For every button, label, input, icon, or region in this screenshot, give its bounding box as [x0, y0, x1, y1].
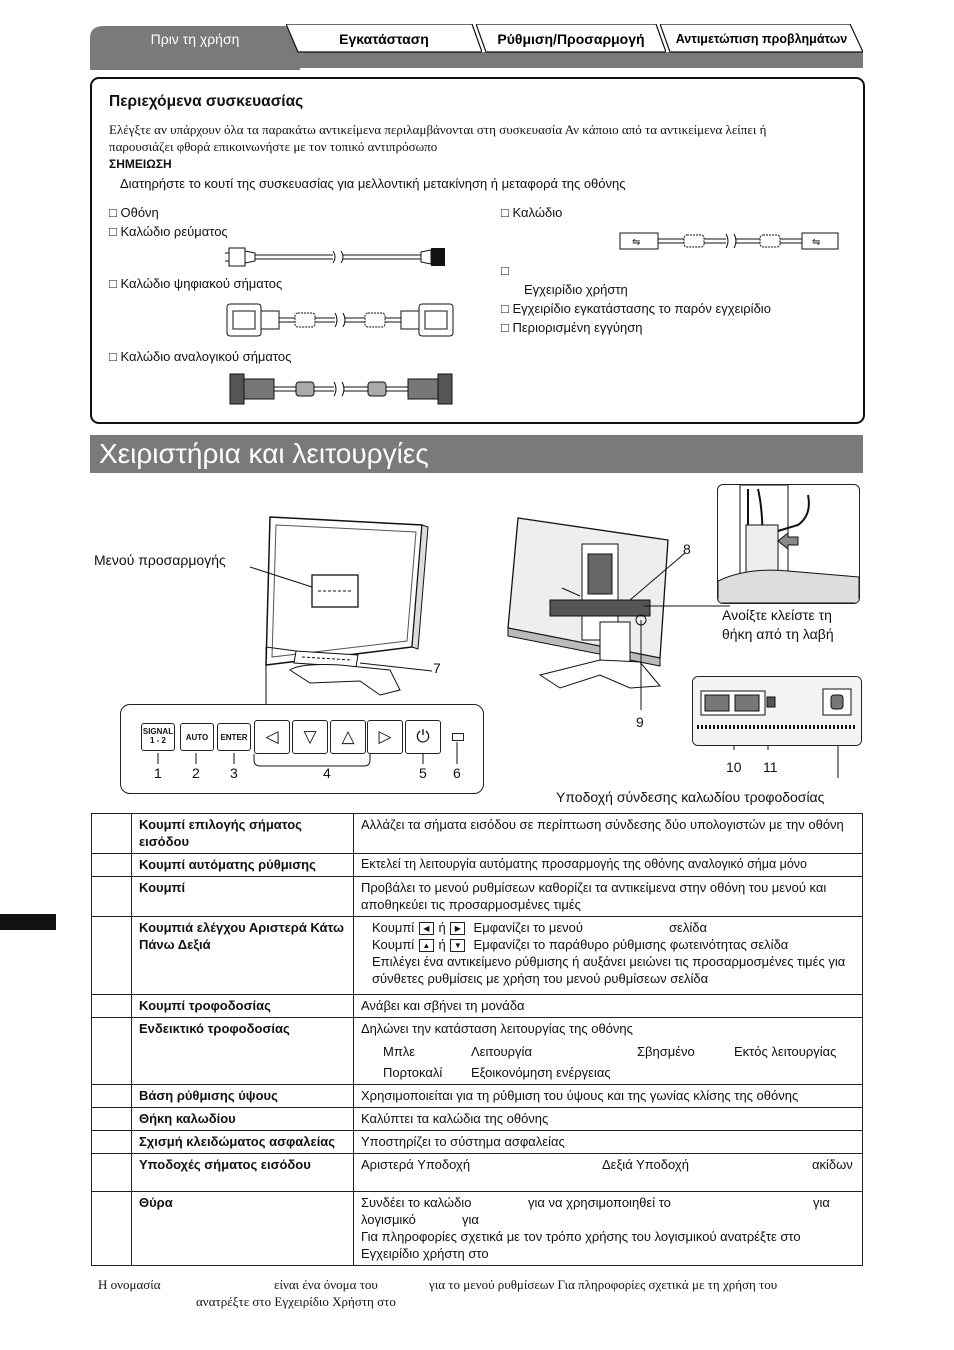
item-label: Οθόνη: [120, 205, 159, 220]
usb-cable-icon: [618, 229, 846, 253]
callout-2: 2: [192, 765, 200, 781]
controls-table: [91, 813, 863, 1266]
item-usb-cable: [501, 205, 562, 220]
power-cable-icon: [225, 242, 455, 272]
note-label: ΣΗΜΕΙΩΣΗ: [109, 157, 172, 171]
footnote: Η ονομασία είναι ένα όνομα του για το μενού ρυθμίσεων Για πληροφορίες σχετικά με τη χρήση του ανατρέξτε στο Εγχειρίδιο Χρήστη στο: [98, 1277, 778, 1309]
tab-before-use[interactable]: [90, 24, 300, 54]
intro-line-1: Ελέγξτε αν υπάρχουν όλα τα παρακάτω αντικείμενα περιλαμβάνονται στη συσκευασία Αν κάποιο από τα αντικείμενα λείπει ή: [109, 122, 767, 137]
table-row: Κουμπί Προβάλει το μενού ρυθμίσεων καθορίζει τα αντικείμενα στην οθόνη του μενού και αποθηκεύει τις προσαρμοσμένες τιμές: [92, 877, 863, 917]
checkbox-icon: □: [109, 349, 117, 364]
item-digital-cable: [109, 276, 282, 291]
enter-button[interactable]: ENTER: [217, 723, 251, 751]
item-label: Καλώδιο αναλογικού σήματος: [120, 349, 292, 364]
tab-label: Εγκατάσταση: [339, 31, 429, 47]
callout-10: 10: [726, 759, 742, 775]
page-side-marker: [0, 914, 56, 930]
up-arrow-button[interactable]: △: [330, 720, 366, 754]
checkbox-icon: □: [109, 224, 117, 239]
tab-label: Ρύθμιση/Προσαρμογή: [497, 31, 645, 47]
right-key-icon: ▶: [450, 922, 465, 935]
item-analog-cable: [109, 349, 291, 364]
item-warranty: [501, 320, 643, 335]
connector-panel-illustration: [693, 677, 861, 745]
item-setup-manual: [501, 301, 771, 316]
table-row: Θύρα Συνδέει το καλώδιο για να χρησιμοποιηθεί το για λογισμικό για Για πληροφορίες σχετικά με τον τρόπο χρήσης του λογισμικού ανατρέξτε στο Εγχειρίδιο χρήστη στο: [92, 1192, 863, 1266]
note-text: Διατηρήστε το κουτί της συσκευασίας για μελλοντική μετακίνηση ή μεταφορά της οθόνης: [120, 176, 626, 191]
auto-button[interactable]: AUTO: [180, 723, 214, 751]
down-arrow-button[interactable]: ▽: [292, 720, 328, 754]
item-user-manual: Εγχειρίδιο χρήστη: [524, 282, 628, 297]
callout-4: 4: [323, 765, 331, 781]
tab-settings[interactable]: [476, 24, 666, 54]
cable-case-caption-2: θήκη από τη λαβή: [722, 626, 834, 642]
table-row: Βάση ρύθμισης ύψους Χρησιμοποιείται για τη ρύθμιση του ύψους και της γωνίας κλίσης της οθόνης: [92, 1085, 863, 1108]
table-row: Θήκη καλωδίου Καλύπτει τα καλώδια της οθόνης: [92, 1108, 863, 1131]
tab-label: Πριν τη χρήση: [150, 31, 240, 47]
callout-5: 5: [419, 765, 427, 781]
chapter-tabs: [90, 22, 863, 72]
item-cd: [501, 263, 509, 278]
down-key-icon: ▼: [450, 939, 465, 952]
package-contents-title: Περιεχόμενα συσκευασίας: [109, 93, 304, 110]
tab-troubleshooting[interactable]: [660, 24, 863, 54]
power-socket-label: Υποδοχή σύνδεσης καλωδίου τροφοδοσίας: [556, 789, 825, 805]
item-label: Περιορισμένη εγγύηση: [512, 320, 643, 335]
table-row: Ενδεικτικό τροφοδοσίας Δηλώνει την κατάσταση λειτουργίας της οθόνης Μπλε Λειτουργία Σβησμένο Εκτός λειτουργίας Πορτοκαλί Εξοικονόμηση ενέργειας: [92, 1018, 863, 1085]
menu-callout-label: Μενού προσαρμογής: [94, 552, 226, 568]
monitor-front-illustration: [240, 505, 440, 705]
callout-9: 9: [636, 714, 644, 730]
section-title: Χειριστήρια και λειτουργίες: [90, 435, 863, 473]
tab-label: Αντιμετώπιση προβλημάτων: [675, 32, 848, 46]
item-power-cable: [109, 224, 228, 239]
left-key-icon: ◀: [419, 922, 434, 935]
callout-1: 1: [154, 765, 162, 781]
button-callout-lines: [120, 700, 482, 800]
item-label: Εγχειρίδιο εγκατάστασης το παρόν εγχειρίδιο: [512, 301, 771, 316]
intro-line-2: παρουσιάζει φθορά επικοινωνήστε με τον τοπικό αντιπρόσωπο: [109, 139, 438, 154]
checkbox-icon: □: [501, 263, 509, 278]
svg-text:⇋: ⇋: [632, 237, 641, 248]
callout-6: 6: [453, 765, 461, 781]
package-contents-box: [90, 77, 865, 424]
checkbox-icon: □: [109, 205, 117, 220]
callout-7: 7: [433, 660, 441, 676]
callout-11: 11: [763, 759, 778, 775]
svg-text:⇋: ⇋: [812, 237, 821, 248]
cable-case-caption-1: Ανοίξτε κλείστε τη: [722, 607, 832, 623]
table-row: Κουμπιά ελέγχου Αριστερά Κάτω Πάνω Δεξιά Κουμπί ◀ ή ▶ Εμφανίζει το μενού σελίδα Κουμπί ▲ ή ▼ Εμφανίζει το παράθυρο ρύθμισης φωτεινότητας σελίδα Επιλέγει ένα αντικείμενο ρύθμισης ή αυξάνει μειώνει τις προσαρμοσμένες τιμές για σύνθετες ρυθμίσεις με χρήση του μενού ρυθμίσεων σελίδα: [92, 917, 863, 995]
analog-cable-icon: [228, 371, 458, 407]
cable-case-inset: [717, 484, 860, 604]
callout-3: 3: [230, 765, 238, 781]
checkbox-icon: □: [109, 276, 117, 291]
item-label: Καλώδιο ψηφιακού σήματος: [120, 276, 283, 291]
table-row: Κουμπί επιλογής σήματος εισόδου Αλλάζει τα σήματα εισόδου σε περίπτωση σύνδεσης δύο υπολογιστών με την οθόνη: [92, 814, 863, 854]
tab-installation[interactable]: [286, 24, 482, 54]
connector-inset: [692, 676, 862, 746]
checkbox-icon: □: [501, 320, 509, 335]
item-monitor: [109, 205, 159, 220]
callout-8: 8: [683, 541, 691, 557]
up-key-icon: ▲: [419, 939, 434, 952]
left-arrow-button[interactable]: ◁: [254, 720, 290, 754]
table-row: Κουμπί τροφοδοσίας Ανάβει και σβήνει τη μονάδα: [92, 995, 863, 1018]
item-label: Καλώδιο ρεύματος: [120, 224, 228, 239]
table-row: Σχισμή κλειδώματος ασφαλείας Υποστηρίζει το σύστημα ασφαλείας: [92, 1131, 863, 1154]
digital-cable-icon: [225, 299, 461, 341]
right-arrow-button[interactable]: ▷: [367, 720, 403, 754]
cable-case-illustration: [718, 485, 859, 603]
checkbox-icon: □: [501, 205, 509, 220]
checkbox-icon: □: [501, 301, 509, 316]
item-label: Καλώδιο: [512, 205, 563, 220]
power-button[interactable]: ⏻: [405, 720, 441, 754]
table-row: Κουμπί αυτόματης ρύθμισης Εκτελεί τη λειτουργία αυτόματης προσαρμογής της οθόνης αναλογικό σήμα μόνο: [92, 854, 863, 877]
signal-button[interactable]: SIGNAL 1 - 2: [141, 723, 175, 751]
table-row: Υποδοχές σήματος εισόδου Αριστερά Υποδοχή Δεξιά Υποδοχή ακίδων: [92, 1154, 863, 1192]
